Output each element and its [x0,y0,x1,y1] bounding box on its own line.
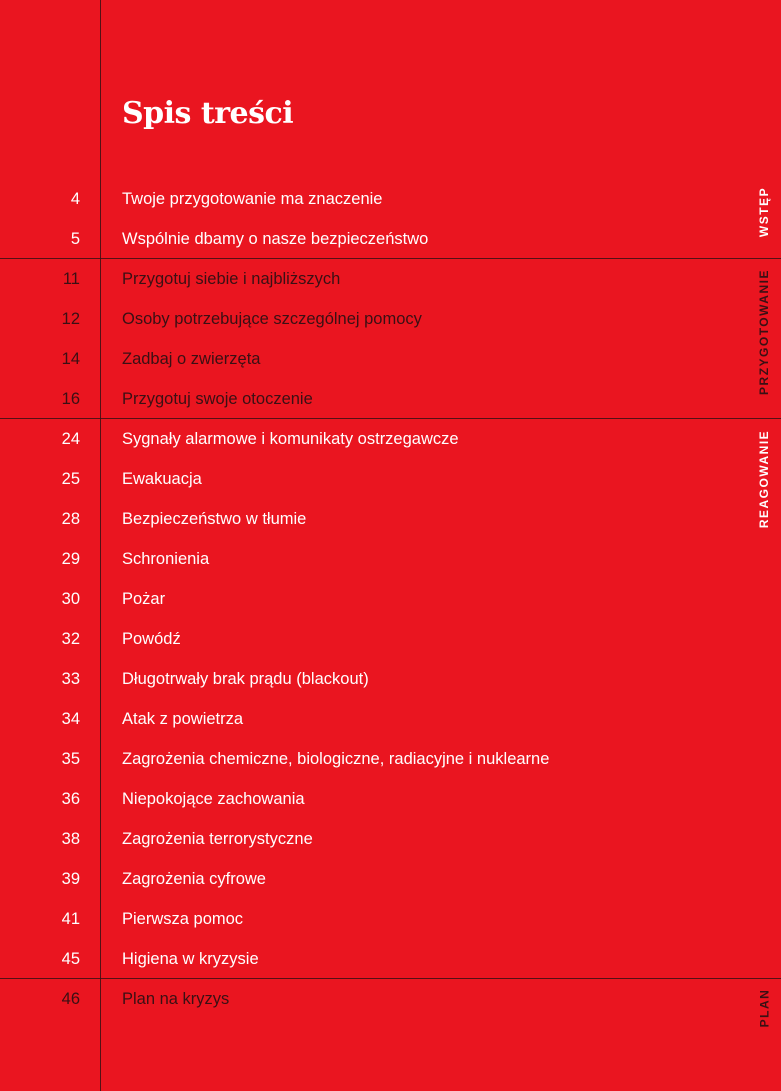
toc-entry[interactable] [0,419,740,459]
toc-entry-title: Zadbaj o zwierzęta [122,349,261,368]
toc-entry-title: Ewakuacja [122,469,202,488]
toc-page-number: 30 [61,589,80,608]
toc-entry-title: Zagrożenia cyfrowe [122,869,266,888]
toc-entry-title: Pożar [122,589,166,608]
toc-entry[interactable] [0,339,740,379]
toc-page-number: 34 [61,709,80,728]
toc-entry-title: Wspólnie dbamy o nasze bezpieczeństwo [122,229,429,248]
toc-entry-title: Powódź [122,629,181,648]
toc-page-number: 16 [61,389,80,408]
toc-entry-title: Pierwsza pomoc [122,909,244,928]
toc-page-number: 35 [61,749,80,768]
toc-page-number: 25 [61,469,80,488]
toc-entry[interactable] [0,779,740,819]
toc-page-number: 5 [70,229,80,248]
toc-entry-title: Plan na kryzys [122,989,230,1008]
section-tag-label: REAGOWANIE [757,429,771,529]
toc-page-number: 39 [61,869,80,888]
toc-entry[interactable] [0,379,740,419]
toc-entry-title: Bezpieczeństwo w tłumie [122,509,307,528]
toc-entry-title: Zagrożenia chemiczne, biologiczne, radiacyjne i nuklearne [122,749,550,768]
toc-entry-title: Sygnały alarmowe i komunikaty ostrzegawcze [122,429,459,448]
toc-entry[interactable] [0,259,740,299]
toc-entry[interactable] [0,219,740,259]
section-tag-przygotowanie [755,262,773,402]
toc-entry-title: Zagrożenia terrorystyczne [122,829,313,848]
toc-entry-title: Atak z powietrza [122,709,244,728]
toc-page-number: 11 [62,269,80,288]
toc-page-number: 41 [61,909,80,928]
toc-entry[interactable] [0,819,740,859]
toc-page-number: 36 [61,789,80,808]
toc-page-number: 12 [61,309,80,328]
toc-entry[interactable] [0,539,740,579]
toc-entry-title: Niepokojące zachowania [122,789,305,808]
toc-page-number: 45 [61,949,80,968]
toc-page-number: 33 [61,669,80,688]
toc-entry[interactable] [0,459,740,499]
toc-page-number: 28 [61,509,80,528]
toc-page-number: 4 [70,189,80,208]
section-tag-wstep [755,180,773,244]
toc-entry[interactable] [0,699,740,739]
toc-entry-title: Przygotuj siebie i najbliższych [122,269,341,288]
toc-entry[interactable] [0,579,740,619]
page-title: Spis treści [122,96,294,131]
toc-entry[interactable] [0,979,740,1019]
toc-entry[interactable] [0,179,740,219]
toc-entry-title: Osoby potrzebujące szczególnej pomocy [122,309,422,328]
toc-entry[interactable] [0,859,740,899]
toc-page-number: 29 [61,549,80,568]
toc-entry[interactable] [0,939,740,979]
section-tag-label: PRZYGOTOWANIE [757,269,772,395]
section-tag-plan [755,984,773,1032]
toc-entry-title: Twoje przygotowanie ma znaczenie [122,189,383,208]
toc-entry[interactable] [0,619,740,659]
section-tag-reagowanie [755,424,773,534]
toc-entry[interactable] [0,659,740,699]
toc-entry[interactable] [0,899,740,939]
toc-entry[interactable] [0,499,740,539]
toc-entry[interactable] [0,739,740,779]
toc-page-number: 38 [61,829,80,848]
toc-page-number: 24 [61,429,80,448]
toc-page-number: 14 [61,349,80,368]
toc-entry[interactable] [0,299,740,339]
section-tag-label: WSTĘP [757,186,772,238]
toc-entry-title: Przygotuj swoje otoczenie [122,389,313,408]
section-tag-label: PLAN [757,988,772,1028]
toc-entry-title: Długotrwały brak prądu (blackout) [122,669,369,688]
toc-page-number: 46 [61,989,80,1008]
toc-entry-title: Schronienia [122,549,210,568]
toc-entry-title: Higiena w kryzysie [122,949,259,968]
toc-page-number: 32 [61,629,80,648]
